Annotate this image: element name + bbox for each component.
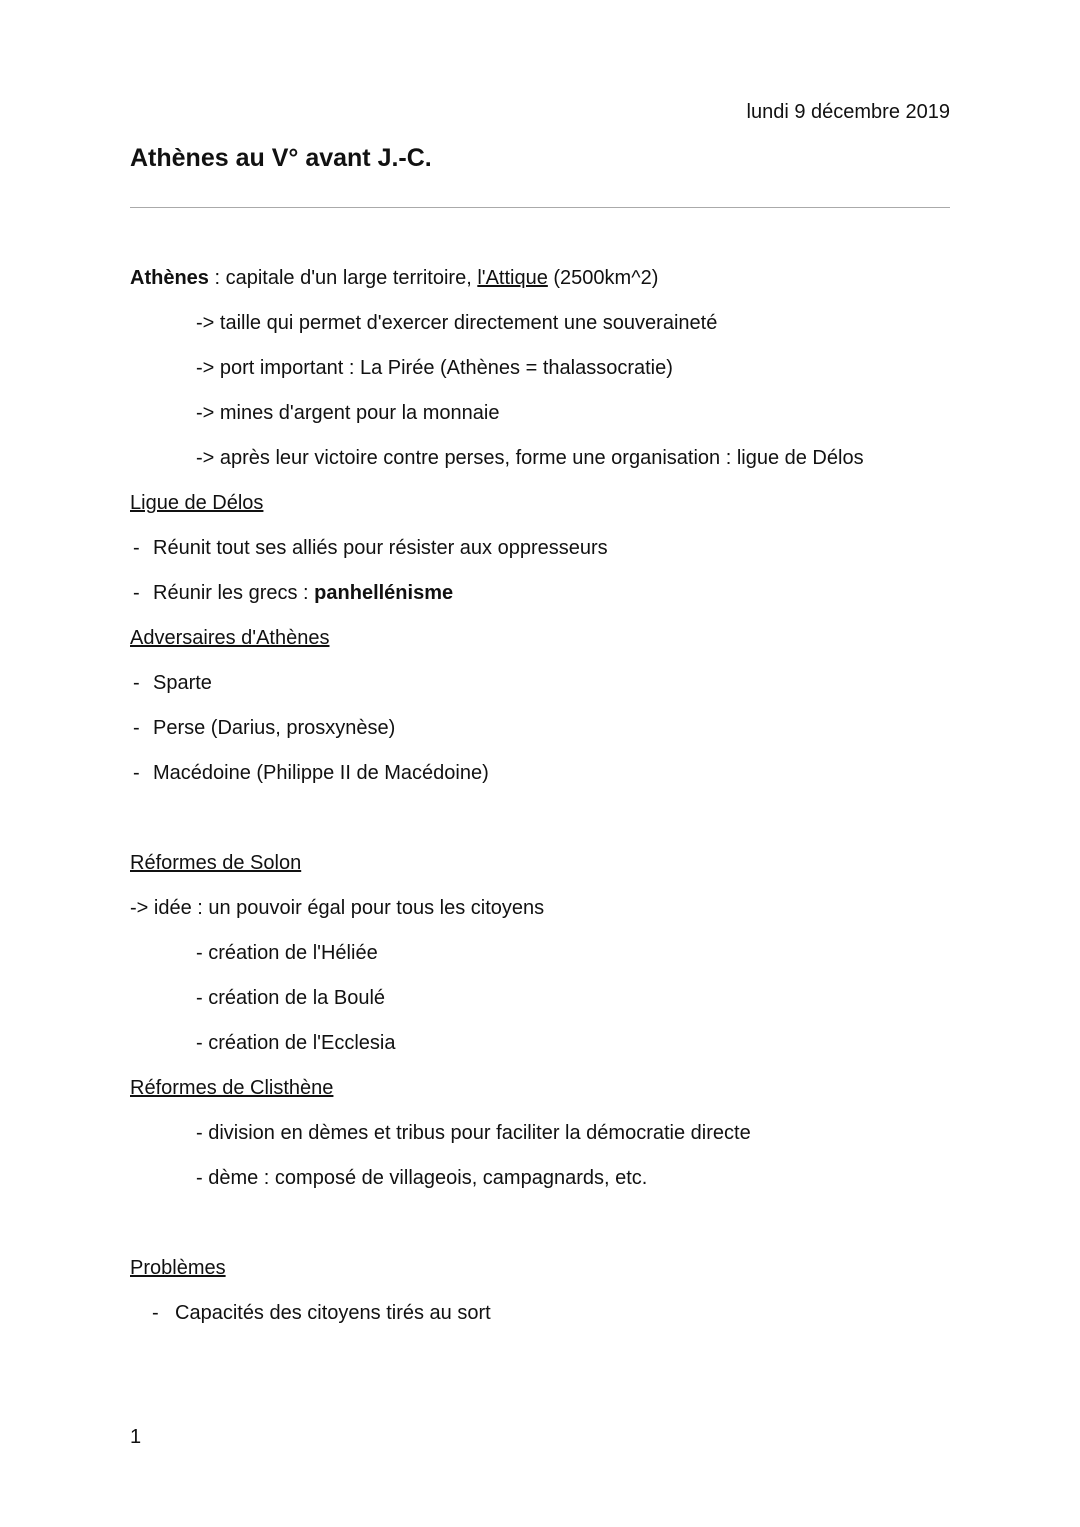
sub-list-item: - création de l'Héliée <box>196 942 378 964</box>
dash-bullet-marker: - <box>152 1302 159 1324</box>
list-item <box>130 571 950 616</box>
list-item-text: Réunit tout ses alliés pour résister aux oppresseurs <box>153 537 608 559</box>
section-heading-clisthene: Réformes de Clisthène <box>130 1077 334 1099</box>
dash-bullet-marker: - <box>133 717 140 739</box>
arrow-line: -> taille qui permet d'exercer directement une souveraineté <box>196 312 718 334</box>
sub-list-item: - dème : composé de villageois, campagnards, etc. <box>196 1167 648 1189</box>
list-item-bold-text: panhellénisme <box>314 582 454 604</box>
section-heading-ligue: Ligue de Délos <box>130 492 264 514</box>
dash-bullet-marker: - <box>133 762 140 784</box>
sub-list-item: - division en dèmes et tribus pour faciliter la démocratie directe <box>196 1122 751 1144</box>
intro-line <box>130 256 950 301</box>
blank-line <box>130 796 950 841</box>
list-item <box>130 661 950 706</box>
list-item-text: Réunir les grecs : <box>153 582 315 604</box>
list-item <box>130 1291 950 1336</box>
list-item-text: Perse (Darius, prosxynèse) <box>153 717 396 739</box>
list-item <box>130 706 950 751</box>
dash-bullet-marker: - <box>133 582 140 604</box>
intro-lead-mid: : capitale d'un large territoire, <box>208 267 478 289</box>
list-item <box>130 751 950 796</box>
list-item-text: Macédoine (Philippe II de Macédoine) <box>153 762 489 784</box>
horizontal-divider <box>130 207 950 208</box>
list-item-text: Capacités des citoyens tirés au sort <box>175 1302 491 1324</box>
list-item <box>130 526 950 571</box>
intro-lead-tail: (2500km^2) <box>547 267 659 289</box>
arrow-line: -> idée : un pouvoir égal pour tous les citoyens <box>130 897 545 919</box>
page-title: Athènes au V° avant J.-C. <box>130 144 432 172</box>
page-number: 1 <box>130 1426 142 1448</box>
section-heading-adversaires: Adversaires d'Athènes <box>130 627 330 649</box>
dash-bullet-marker: - <box>133 537 140 559</box>
arrow-line: -> port important : La Pirée (Athènes = thalassocratie) <box>196 357 673 379</box>
list-item-text: Sparte <box>153 672 212 694</box>
date-line: lundi 9 décembre 2019 <box>746 101 950 123</box>
section-heading-solon: Réformes de Solon <box>130 852 302 874</box>
intro-lead-bold: Athènes <box>130 267 209 289</box>
blank-line <box>130 1201 950 1246</box>
arrow-line: -> mines d'argent pour la monnaie <box>196 402 500 424</box>
sub-list-item: - création de la Boulé <box>196 987 386 1009</box>
section-heading-problemes: Problèmes <box>130 1257 226 1279</box>
dash-bullet-marker: - <box>133 672 140 694</box>
intro-lead-underline: l'Attique <box>477 267 548 289</box>
arrow-line: -> après leur victoire contre perses, forme une organisation : ligue de Délos <box>196 447 864 469</box>
sub-list-item: - création de l'Ecclesia <box>196 1032 396 1054</box>
